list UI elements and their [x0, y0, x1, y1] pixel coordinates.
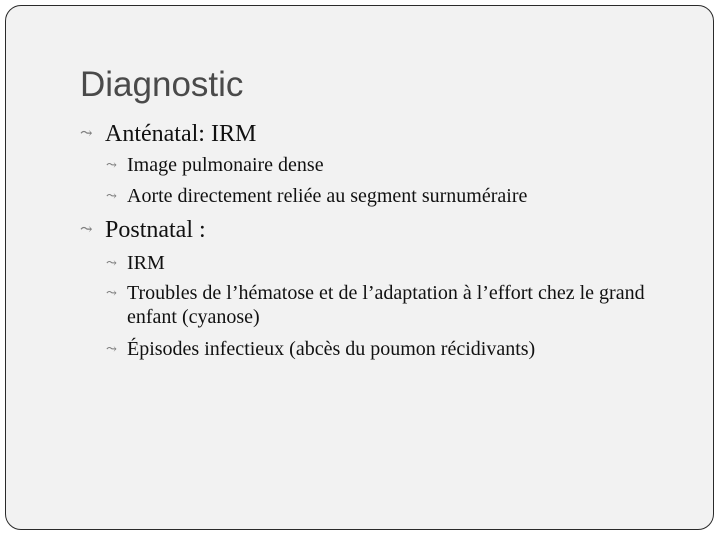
- slide-title: Diagnostic: [80, 65, 244, 104]
- sub-bullet-text: Image pulmonaire dense: [127, 154, 324, 176]
- bullet-postnatal-label: Postnatal :: [105, 217, 206, 243]
- sub-bullet-text: Épisodes infectieux (abcès du poumon récidivants): [127, 338, 536, 360]
- curved-arrow-bullet-icon: ⤳: [106, 341, 117, 356]
- curved-arrow-bullet-icon: ⤳: [106, 255, 117, 270]
- bullet-postnatal: [80, 216, 206, 244]
- sub-bullet-text: Aorte directement reliée au segment surnuméraire: [127, 185, 528, 207]
- sub-bullet-troubles: [106, 281, 667, 329]
- curved-arrow-bullet-icon: ⤳: [80, 222, 93, 238]
- sub-bullet-irm: [106, 251, 165, 275]
- sub-bullet-episodes: [106, 337, 536, 361]
- sub-bullet-aorte: [106, 184, 528, 208]
- sub-bullet-image-pulmonaire: [106, 153, 324, 177]
- bullet-antenatal: [80, 120, 257, 148]
- curved-arrow-bullet-icon: ⤳: [106, 285, 117, 300]
- curved-arrow-bullet-icon: ⤳: [80, 126, 93, 142]
- curved-arrow-bullet-icon: ⤳: [106, 188, 117, 203]
- curved-arrow-bullet-icon: ⤳: [106, 157, 117, 172]
- sub-bullet-text: IRM: [127, 252, 165, 274]
- sub-bullet-text: Troubles de l’hématose et de l’adaptation à l’effort chez le grand enfant (cyanose): [127, 282, 645, 328]
- bullet-antenatal-label: Anténatal: IRM: [105, 121, 257, 147]
- slide: [5, 5, 714, 530]
